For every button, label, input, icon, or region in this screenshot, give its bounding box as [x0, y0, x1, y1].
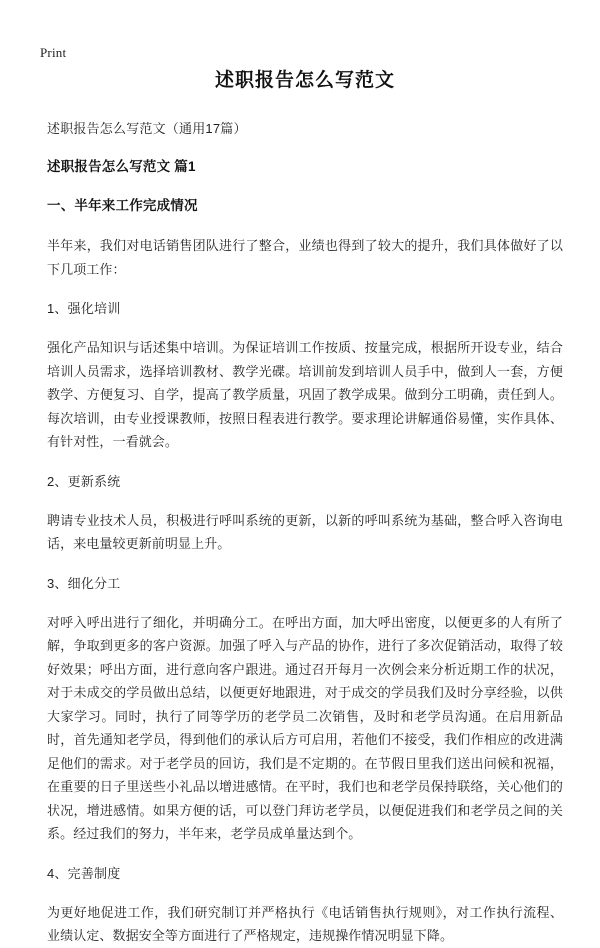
document-subtitle: 述职报告怎么写范文（通用17篇） — [47, 121, 247, 136]
section-heading: 一、半年来工作完成情况 — [47, 198, 198, 213]
print-bar — [40, 44, 66, 62]
item-body-2: 聘请专业技术人员，积极进行呼叫系统的更新，以新的呼叫系统为基础，整合呼入咨询电话，来电量较更新前明显上升。 — [47, 512, 563, 551]
print-button[interactable]: Print — [40, 45, 67, 60]
page-title: 述职报告怎么写范文 — [214, 70, 395, 91]
item-body-3: 对呼入呼出进行了细化，并明确分工。在呼出方面，加大呼出密度，以便更多的人有所了解，争取到更多的客户资源。加强了呼入与产品的协作，进行了多次促销活动，取得了较好效果；呼出方面，进行意向客户跟进。通过召开每月一次例会来分析近期工作的状况，对于未成交的学员做出总结，以便更好地跟进，对于成交的学员我们及时分享经验，以供大家学习。同时，执行了同等学历的老学员二次销售，及时和老学员沟通。在启用新品时，首先通知老学员，得到他们的承认后方可启用，若他们不接受，我们作相应的改进满足他们的需求。对于老学员的回访，我们是不定期的。在节假日里我们送出问候和祝福，在重要的日子里送些小礼品以增进感情。在平时，我们也和老学员保持联络，关心他们的状况，增进感情。如果方便的话，可以登门拜访老学员，以便促进我们和老学员之间的关系。经过我们的努力，半年来，老学员成单量达到个。 — [47, 614, 563, 841]
item-body-1: 强化产品知识与话述集中培训。为保证培训工作按质、按量完成，根据所开设专业，结合培训人员需求，选择培训教材、教学光碟。培训前发到培训人员手中，做到人一套，方便教学、方便复习、自学，提高了教学质量，巩固了教学成果。做到分工明确，责任到人。每次培训，由专业授课教师，按照日程表进行教学。要求理论讲解通俗易懂，实作具体、有针对性，一看就会。 — [47, 340, 563, 449]
item-heading-3: 3、细化分工 — [47, 575, 121, 591]
item-body-4: 为更好地促进工作，我们研究制订并严格执行《电话销售执行规则》，对工作执行流程、业绩认定、数据安全等方面进行了严格规定，违规操作情况明显下降。 — [47, 904, 563, 943]
item-heading-4: 4、完善制度 — [47, 865, 121, 881]
document-body — [47, 68, 563, 948]
item-heading-1: 1、强化培训 — [47, 301, 121, 316]
piece-heading: 述职报告怎么写范文 篇1 — [47, 159, 196, 174]
intro-paragraph: 半年来，我们对电话销售团队进行了整合，业绩也得到了较大的提升，我们具体做好了以下几项工作： — [47, 238, 563, 277]
item-heading-2: 2、更新系统 — [47, 473, 121, 489]
